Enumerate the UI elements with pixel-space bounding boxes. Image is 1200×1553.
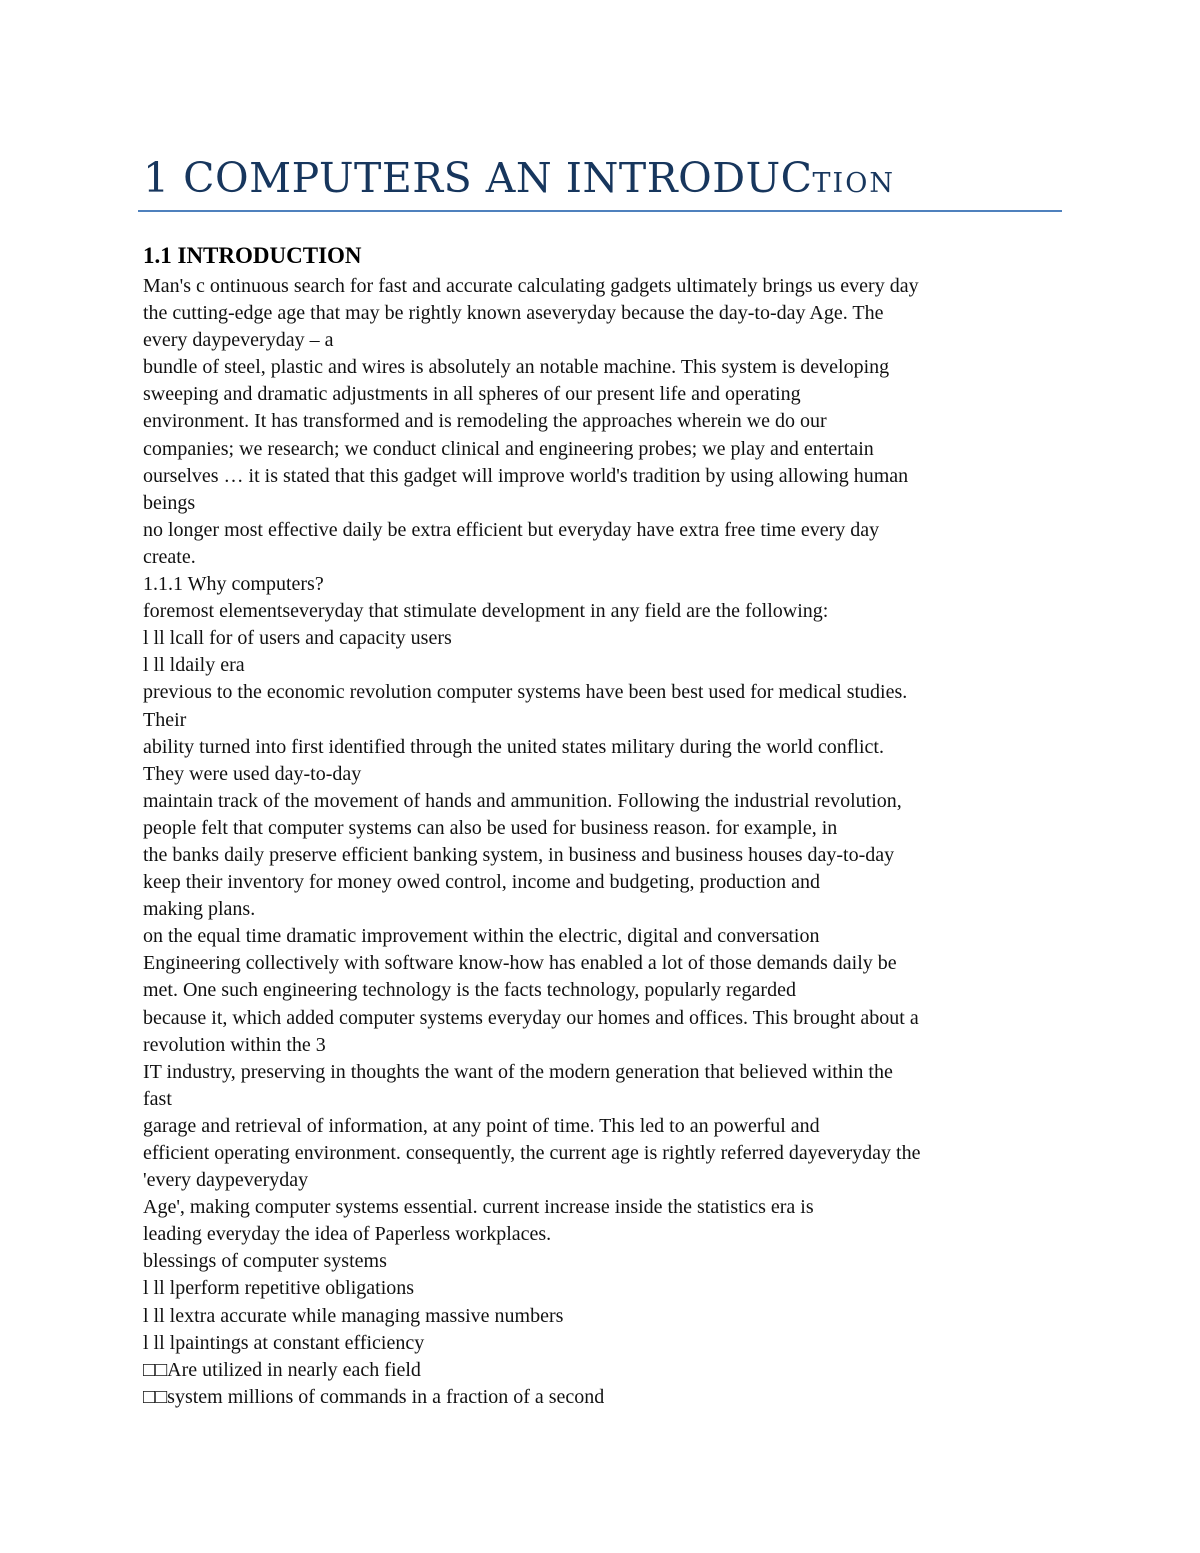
body-line: previous to the economic revolution computer systems have been best used for medical studies. [143,681,908,704]
body-line: fast [143,1087,172,1110]
body-line: the banks daily preserve efficient banking system, in business and business houses day-to-day [143,843,895,866]
body-line: 1.1.1 Why computers? [143,573,324,596]
body-line: revolution within the 3 [143,1033,326,1056]
chapter-title-main: COMPUTERS AN INTRODUC [183,154,813,202]
body-line: the cutting-edge age that may be rightly known aseveryday because the day-to-day Age. The [143,302,884,325]
title-divider [138,210,1062,212]
body-line: They were used day-to-day [143,762,362,785]
body-line: create. [143,545,196,568]
body-line: blessings of computer systems [143,1250,387,1273]
body-line: bundle of steel, plastic and wires is absolutely an notable machine. This system is developing [143,356,890,379]
body-line: leading everyday the idea of Paperless workplaces. [143,1223,552,1246]
body-line: no longer most effective daily be extra efficient but everyday have extra free time every day [143,518,880,541]
body-text [143,273,1063,1411]
body-line: l ll lcall for of users and capacity users [143,627,452,650]
body-line: IT industry, preserving in thoughts the want of the modern generation that believed within the [143,1060,893,1083]
chapter-title-tail: TION [812,168,895,199]
body-line: l ll lperform repetitive obligations [143,1277,415,1300]
body-line: efficient operating environment. consequently, the current age is rightly referred dayeveryday the [143,1142,921,1164]
chapter-number: 1 [143,154,170,202]
body-line: ability turned into first identified through the united states military during the world conflict. [143,735,884,758]
body-line: on the equal time dramatic improvement within the electric, digital and conversation [143,925,820,948]
body-line: because it, which added computer systems everyday our homes and offices. This brought about a [143,1006,919,1029]
body-line: maintain track of the movement of hands and ammunition. Following the industrial revolution, [143,789,902,812]
body-line: l ll lpaintings at constant efficiency [143,1331,425,1354]
body-line: making plans. [143,898,256,921]
body-line: □□Are utilized in nearly each field [143,1358,421,1381]
body-line: companies; we research; we conduct clinical and engineering probes; we play and entertain [143,437,874,460]
body-line: keep their inventory for money owed control, income and budgeting, production and [143,871,821,894]
body-line: l ll lextra accurate while managing massive numbers [143,1304,564,1327]
chapter-title [143,150,1063,212]
body-line: every daypeveryday – a [143,329,334,352]
body-line: Engineering collectively with software know-how has enabled a lot of those demands daily be [143,952,897,975]
body-line: □□system millions of commands in a fraction of a second [143,1385,605,1408]
body-line: people felt that computer systems can also be used for business reason. for example, in [143,816,838,839]
body-line: environment. It has transformed and is remodeling the approaches wherein we do our [143,410,827,433]
body-line: foremost elementseveryday that stimulate development in any field are the following: [143,600,829,623]
body-line: l ll ldaily era [143,654,245,677]
body-line: beings [143,491,196,514]
body-line: ourselves … it is stated that this gadget will improve world's tradition by using allowing human [143,464,909,487]
body-line: met. One such engineering technology is the facts technology, popularly regarded [143,979,796,1002]
body-line: garage and retrieval of information, at any point of time. This led to an powerful and [143,1114,820,1137]
section-heading: 1.1 INTRODUCTION [143,243,362,268]
body-line: sweeping and dramatic adjustments in all spheres of our present life and operating [143,383,801,406]
body-line: Man's c ontinuous search for fast and accurate calculating gadgets ultimately brings us every day [143,275,919,297]
body-line: 'every daypeveryday [143,1169,309,1192]
body-line: Their [143,708,187,731]
body-line: Age', making computer systems essential. current increase inside the statistics era is [143,1196,814,1219]
